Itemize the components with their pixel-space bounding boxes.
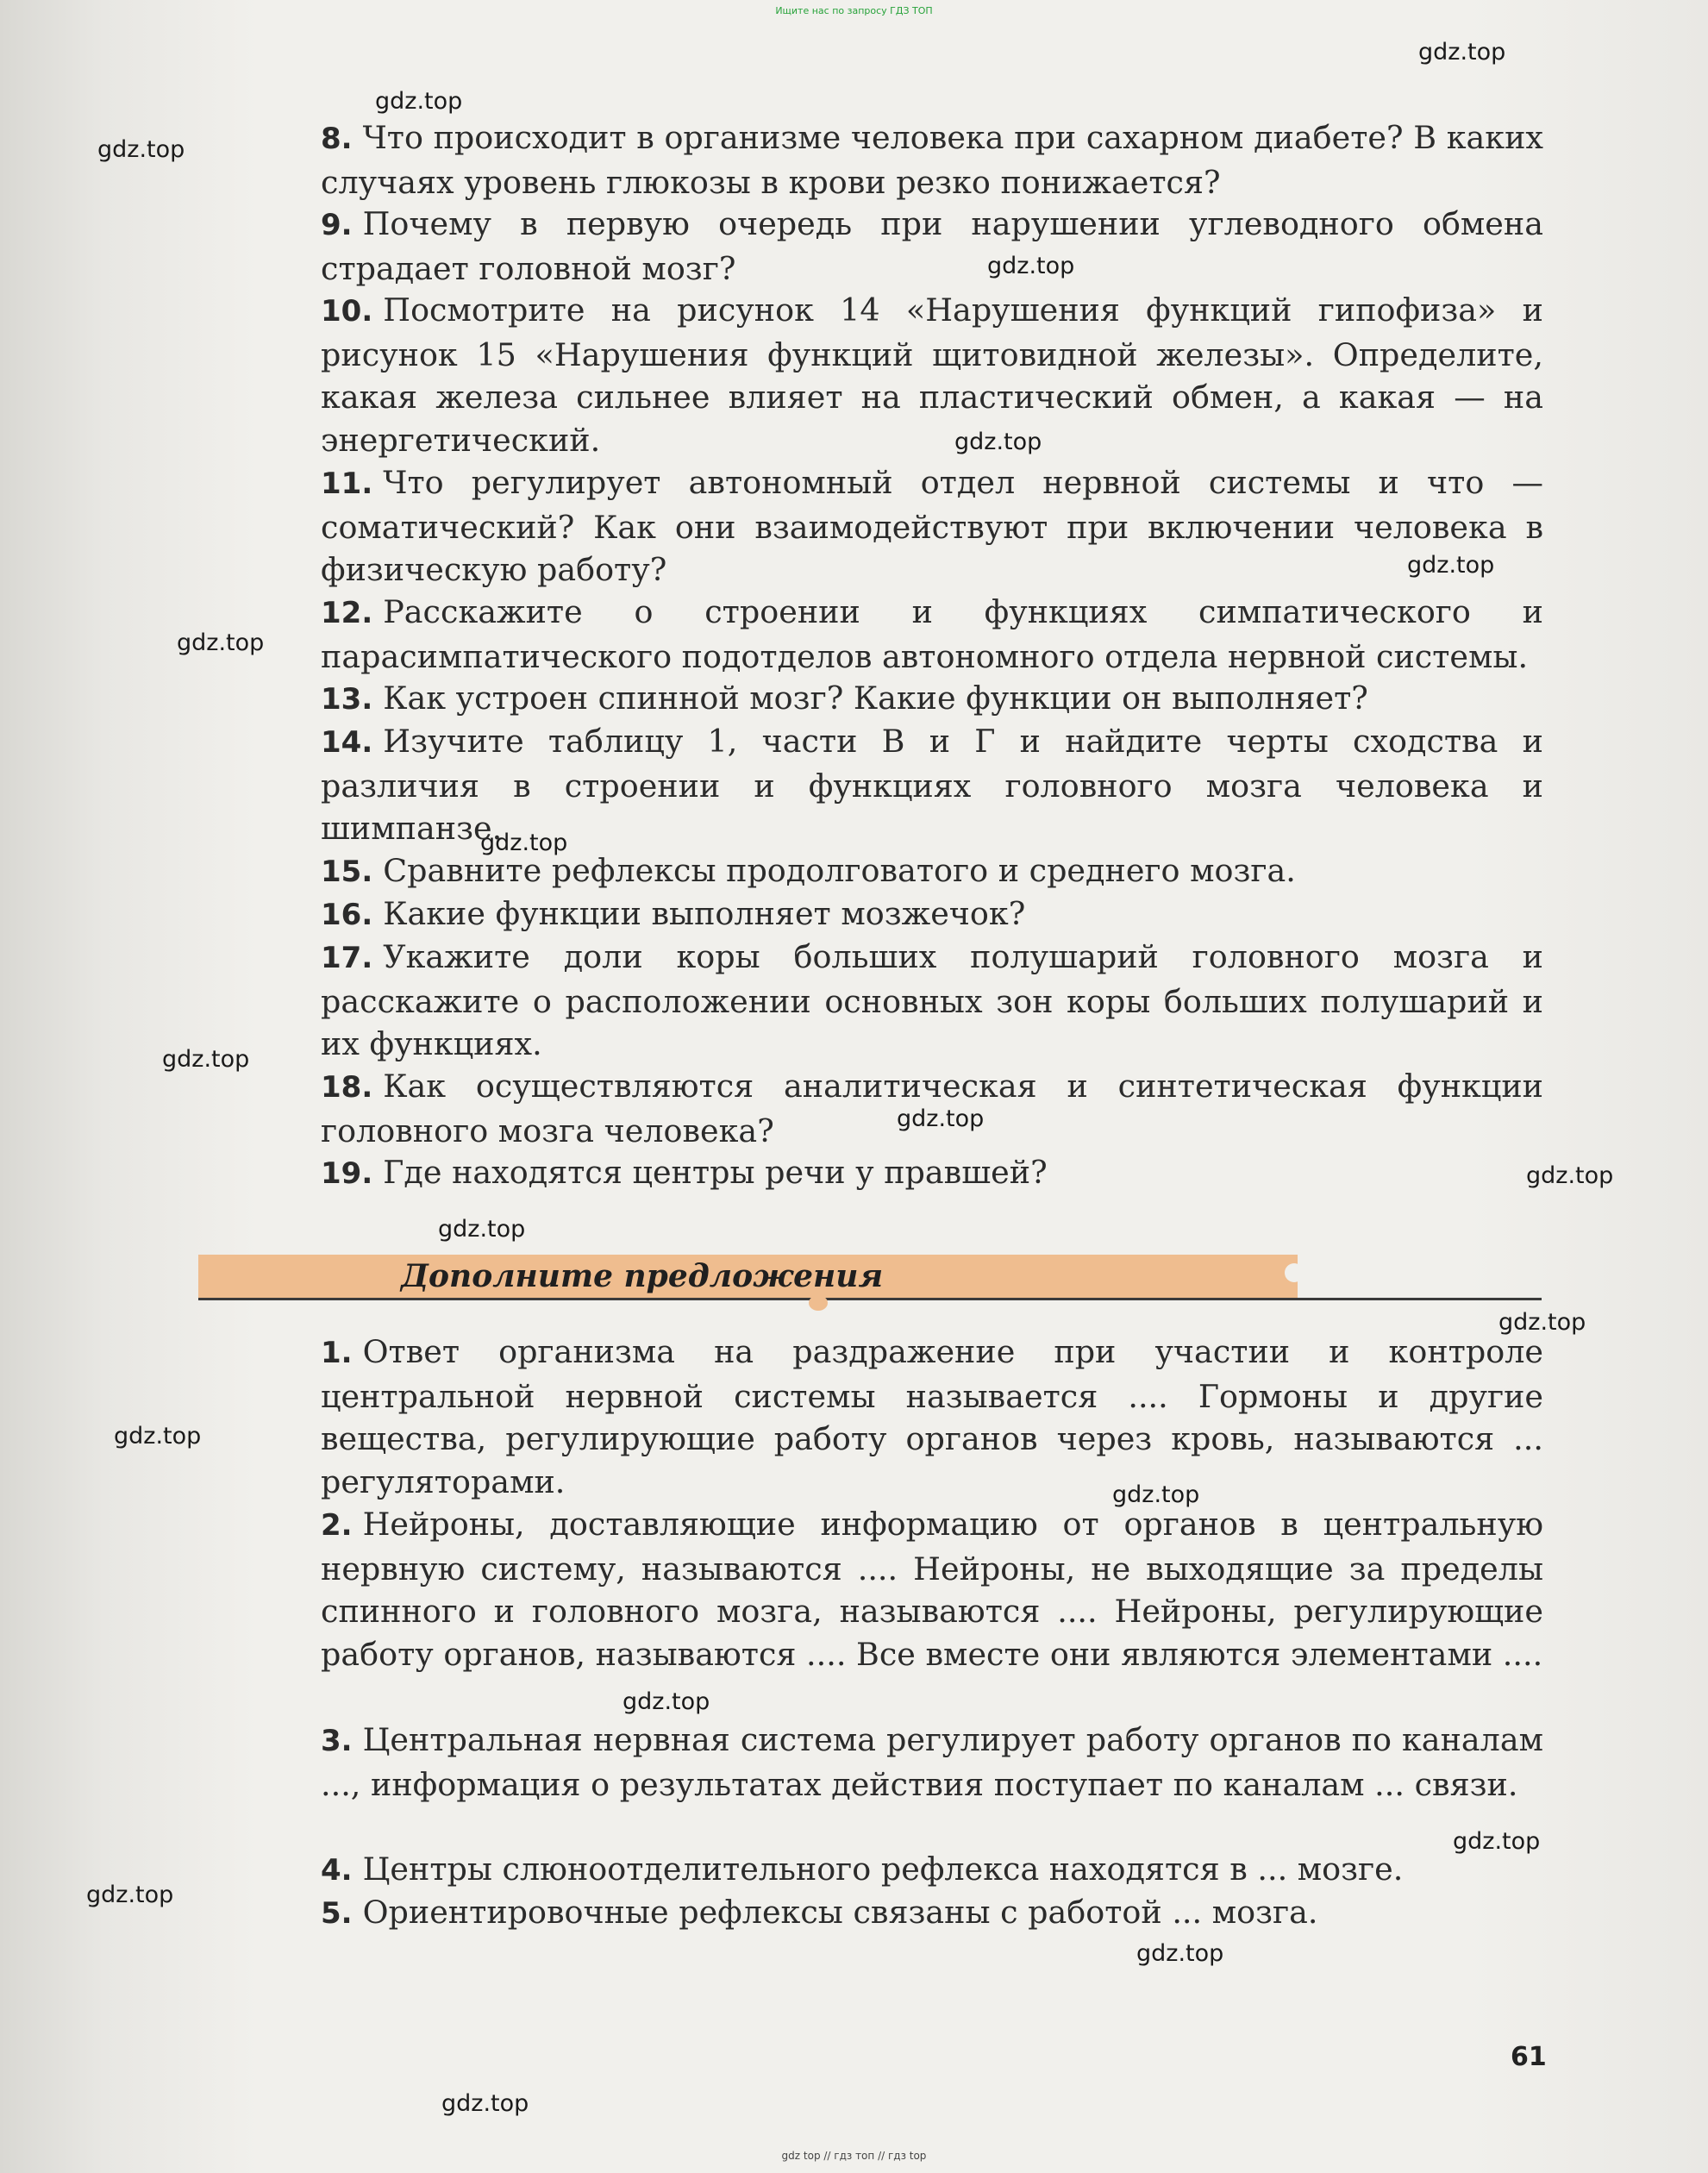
sentence-4 — [321, 1848, 1543, 1893]
question-18 — [321, 1065, 1543, 1152]
watermark: gdz.top — [375, 88, 463, 115]
question-text: Что регулирует автономный отдел нервной системы и что — соматический? Как они взаимодействуют при включении человека в физическую работу? — [321, 464, 1543, 588]
banner-rule — [198, 1298, 1542, 1300]
question-16 — [321, 892, 1543, 937]
question-8 — [321, 116, 1543, 204]
question-text: Расскажите о строении и функциях симпатического и парасимпатического подотделов автономного отдела нервной системы. — [321, 593, 1543, 675]
question-number: 17. — [321, 941, 373, 975]
watermark: gdz.top — [162, 1046, 250, 1073]
banner-notch — [1285, 1263, 1304, 1282]
question-9 — [321, 203, 1543, 290]
watermark: gdz.top — [114, 1423, 202, 1450]
question-13 — [321, 677, 1543, 722]
watermark: gdz.top — [441, 2090, 529, 2117]
watermark: gdz.top — [86, 1882, 174, 1908]
watermark: gdz.top — [1418, 39, 1506, 66]
question-number: 13. — [321, 682, 373, 717]
question-number: 8. — [321, 122, 353, 156]
sentence-2 — [321, 1503, 1543, 1675]
watermark: gdz.top — [897, 1105, 985, 1132]
question-number: 14. — [321, 725, 373, 760]
sentence-text: Ответ организма на раздражение при участии и контроле центральной нервной системы называется .... Гормоны и другие вещества, регулирующие работу органов через кровь, называются ... регуляторами. — [321, 1333, 1543, 1500]
watermark: gdz.top — [1453, 1828, 1541, 1855]
watermark: gdz.top — [1112, 1481, 1200, 1508]
sentence-number: 4. — [321, 1853, 353, 1888]
question-text: Какие функции выполняет мозжечок? — [383, 895, 1026, 932]
section-title: Дополните предложения — [401, 1258, 884, 1294]
question-text: Укажите доли коры больших полушарий головного мозга и расскажите о расположении основных зон коры больших полушарий и их функциях. — [321, 938, 1543, 1062]
question-text: Посмотрите на рисунок 14 «Нарушения функций гипофиза» и рисунок 15 «Нарушения функций щитовидной железы». Определите, какая железа сильнее влияет на пластический обмен, а какая — на энергетический. — [321, 291, 1543, 459]
question-text: Что происходит в организме человека при сахарном диабете? В каких случаях уровень глюкозы в крови резко понижается? — [321, 119, 1543, 201]
sentence-text: Центральная нервная система регулирует работу органов по каналам ..., информация о результатах действия поступает по каналам ... связи. — [321, 1721, 1543, 1803]
question-10 — [321, 289, 1543, 461]
top-note: Ищите нас по запросу ГДЗ ТОП — [775, 5, 933, 16]
watermark: gdz.top — [987, 253, 1075, 279]
watermark: gdz.top — [480, 830, 568, 856]
question-text: Где находятся центры речи у правшей? — [383, 1154, 1048, 1191]
question-17 — [321, 936, 1543, 1066]
sentence-number: 3. — [321, 1724, 353, 1758]
bottom-note: gdz top // гдз топ // гдз top — [781, 2150, 927, 2162]
question-11 — [321, 461, 1543, 592]
watermark: gdz.top — [623, 1688, 710, 1715]
question-15 — [321, 849, 1543, 894]
sentence-text: Центры слюноотделительного рефлекса находятся в ... мозге. — [362, 1850, 1404, 1888]
question-number: 18. — [321, 1070, 373, 1105]
question-number: 12. — [321, 596, 373, 630]
sentence-number: 1. — [321, 1336, 353, 1370]
question-text: Как осуществляются аналитическая и синтетическая функции головного мозга человека? — [321, 1068, 1543, 1149]
sentence-text: Ориентировочные рефлексы связаны с работой ... мозга. — [362, 1894, 1318, 1931]
question-19 — [321, 1151, 1543, 1196]
question-text: Как устроен спинной мозг? Какие функции он выполняет? — [383, 679, 1368, 717]
sentence-number: 5. — [321, 1896, 353, 1931]
question-number: 11. — [321, 467, 373, 501]
page-number: 61 — [1511, 2042, 1547, 2072]
sentence-3 — [321, 1719, 1543, 1806]
question-number: 10. — [321, 294, 373, 329]
question-number: 16. — [321, 898, 373, 932]
watermark: gdz.top — [438, 1216, 526, 1243]
watermark: gdz.top — [1136, 1940, 1224, 1967]
question-text: Изучите таблицу 1, части В и Г и найдите черты сходства и различия в строении и функциях головного мозга человека и шимпанзе. — [321, 723, 1543, 847]
watermark: gdz.top — [97, 136, 185, 163]
question-number: 15. — [321, 855, 373, 889]
watermark: gdz.top — [954, 429, 1042, 455]
sentence-5 — [321, 1891, 1543, 1936]
question-number: 19. — [321, 1156, 373, 1191]
watermark: gdz.top — [1526, 1162, 1614, 1189]
watermark: gdz.top — [1407, 552, 1495, 579]
sentence-1 — [321, 1331, 1543, 1503]
sentence-number: 2. — [321, 1508, 353, 1543]
question-number: 9. — [321, 208, 353, 242]
question-12 — [321, 591, 1543, 678]
sentence-text: Нейроны, доставляющие информацию от органов в центральную нервную систему, называются .... Нейроны, не выходящие за пределы спинного и головного мозга, называются .... Нейроны, регулирующие работу органов, называются .... Все вместе они являются элементами .... — [321, 1506, 1543, 1673]
question-text: Сравните рефлексы продолговатого и среднего мозга. — [383, 852, 1296, 889]
question-14 — [321, 720, 1543, 850]
watermark: gdz.top — [1498, 1309, 1586, 1336]
watermark: gdz.top — [177, 629, 265, 656]
question-text: Почему в первую очередь при нарушении углеводного обмена страдает головной мозг? — [321, 205, 1543, 287]
